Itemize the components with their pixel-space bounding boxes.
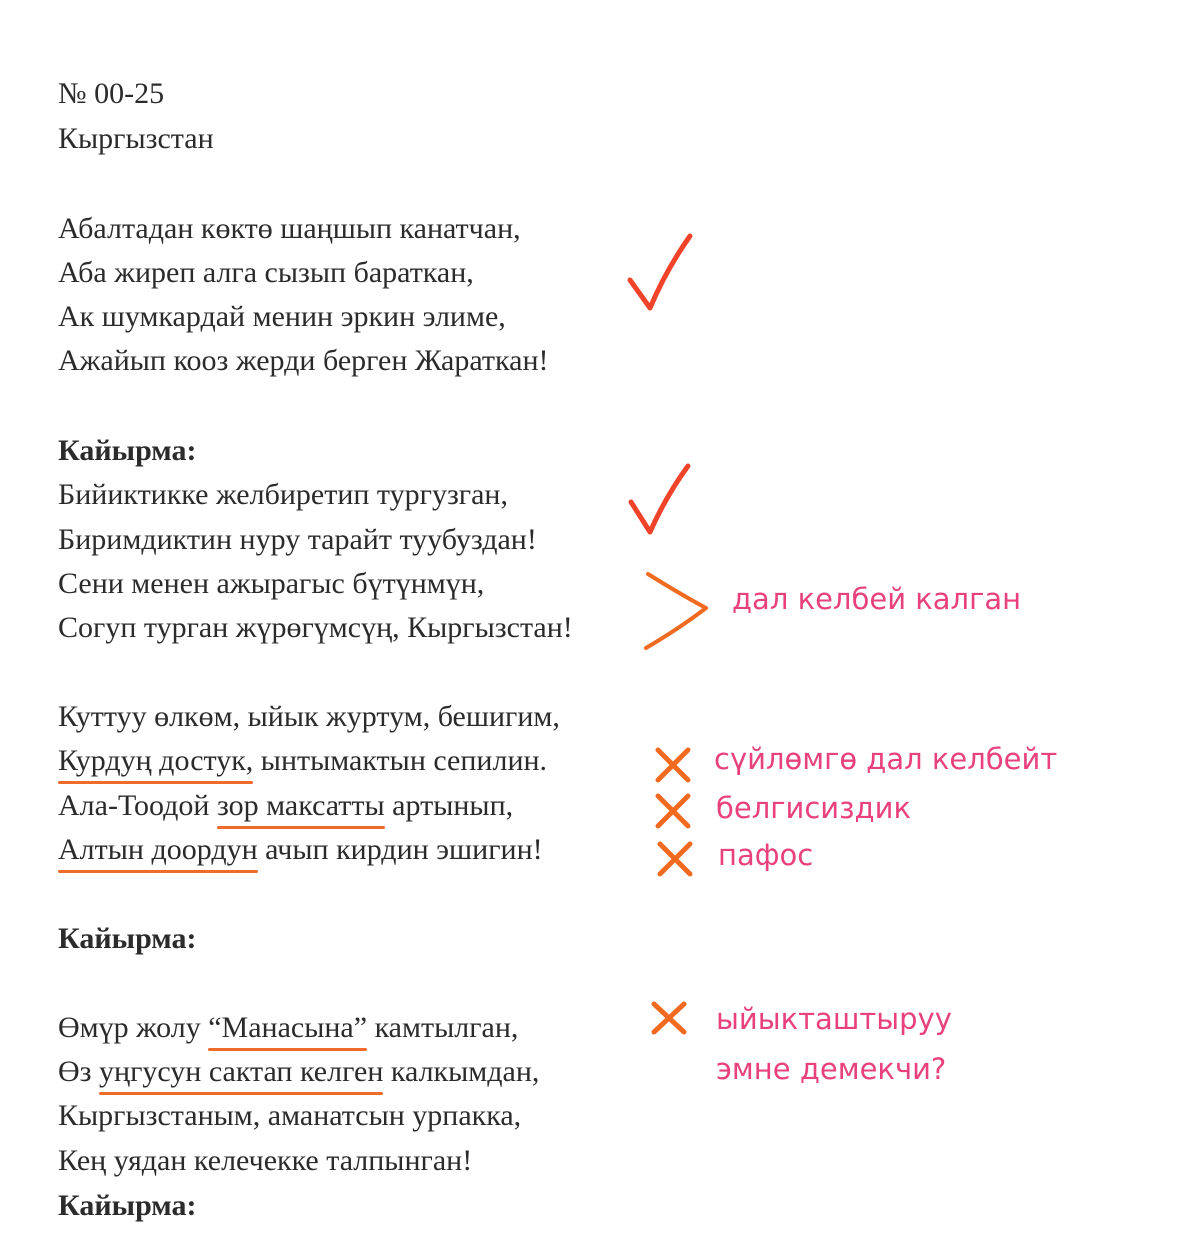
cross-mark-icon	[652, 790, 694, 832]
verse1-line-1: Абалтадан көктө шаңшып канатчан,	[58, 212, 521, 245]
check-mark-icon	[626, 460, 696, 540]
chorus-line-1: Бийиктикке желбиретип тургузган,	[58, 478, 508, 511]
note-pathos: пафос	[718, 838, 814, 872]
verse3-line-1: Өмүр жолу “Манасына” камтылган,	[58, 1011, 519, 1044]
verse2-line-2: Курдуң достук, ынтымактын сепилин.	[58, 744, 548, 777]
note-chorus-misfit: дал келбей калган	[732, 582, 1022, 616]
verse2-line-1: Куттуу өлкөм, ыйык журтум, бешигим,	[58, 700, 560, 733]
verse2-line-4: Алтын доордун ачып кирдин эшигин!	[58, 833, 543, 866]
underlined-phrase: Алтын доордун	[58, 833, 258, 866]
underlined-phrase: зор максатты	[216, 789, 385, 822]
chorus-label-2: Кайырма:	[58, 922, 197, 955]
verse1-line-3: Ак шумкардай менин эркин элиме,	[58, 300, 506, 333]
chorus-line-3: Сени менен ажырагыс бүтүнмүн,	[58, 567, 485, 600]
check-mark-icon	[626, 230, 696, 315]
underlined-phrase: уңгусун сактап келген	[99, 1055, 384, 1088]
underlined-phrase: “Манасына”	[208, 1011, 368, 1044]
verse3-line-4: Кең уядан келечекке талпынган!	[58, 1144, 473, 1177]
underlined-phrase: Курдуң достук,	[58, 744, 254, 777]
document-title: Кыргызстан	[58, 122, 214, 155]
note-exaltation: ыйыкташтыруу	[716, 1002, 952, 1036]
document-number: № 00-25	[58, 77, 165, 110]
chorus-line-2: Биримдиктин нуру тарайт туубуздан!	[58, 523, 537, 556]
verse1-line-2: Аба жиреп алга сызып бараткан,	[58, 256, 474, 289]
verse2-line-3: Ала-Тоодой зор максатты артынып,	[58, 789, 514, 822]
verse1-line-4: Ажайып кооз жерди берген Жараткан!	[58, 344, 549, 377]
chorus-line-4: Согуп турган жүрөгүмсүң, Кыргызстан!	[58, 611, 573, 644]
cross-mark-icon	[654, 838, 696, 880]
bracket-mark-icon	[640, 568, 715, 654]
chorus-label: Кайырма:	[58, 434, 197, 467]
note-what-meant: эмне демекчи?	[716, 1052, 947, 1086]
verse3-line-3: Кыргызстаным, аманатсын урпакка,	[58, 1099, 522, 1132]
cross-mark-icon	[652, 744, 694, 786]
chorus-label-3: Кайырма:	[58, 1189, 197, 1222]
verse3-line-2: Өз уңгусун сактап келген калкымдан,	[58, 1055, 540, 1088]
note-vagueness: белгисиздик	[716, 791, 911, 825]
cross-mark-icon	[648, 998, 690, 1038]
note-sentence-misfit: сүйлөмгө дал келбейт	[714, 742, 1058, 776]
